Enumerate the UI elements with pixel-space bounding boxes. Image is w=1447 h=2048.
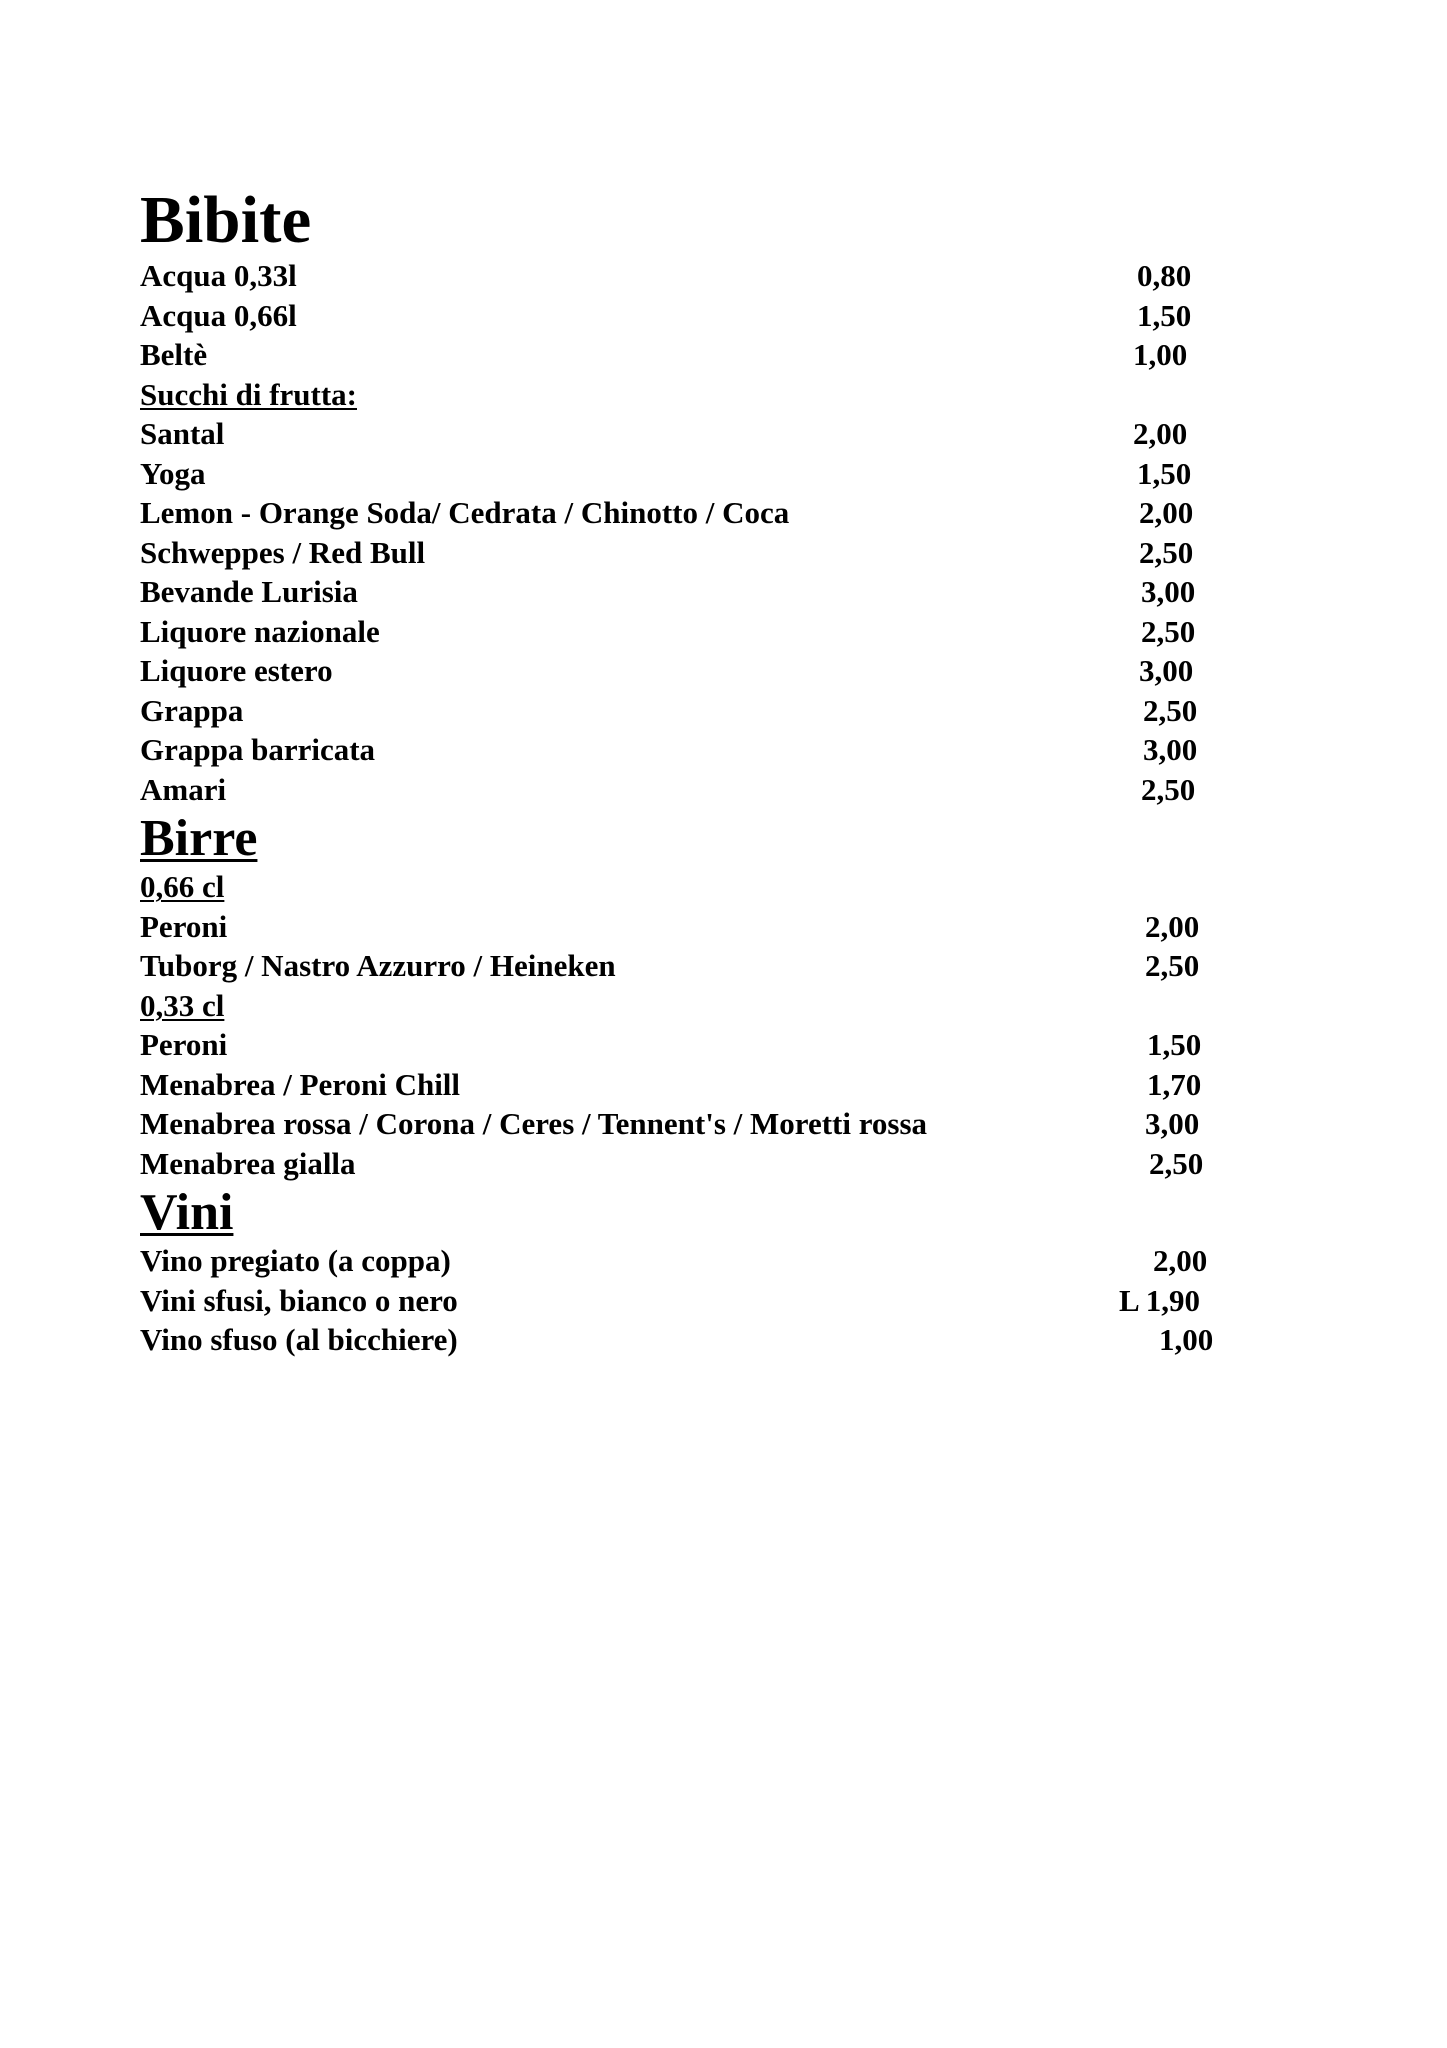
item-price: 3,00 [1141,574,1196,609]
item-name: Schweppes / Red Bull [140,534,426,570]
menu-row [140,1320,1260,1360]
item-price: 2,00 [1145,908,1200,944]
item-name: Beltè [140,337,208,372]
menu-row [140,335,1260,375]
item-price: 3,00 [1139,653,1194,688]
drinks-menu [140,184,1260,1360]
item-price: 2,50 [1141,613,1196,649]
item-name: Peroni [140,908,228,944]
item-name: Vino sfuso (al bicchiere) [140,1322,458,1357]
item-price: 1,50 [1137,297,1192,333]
item-price: 0,80 [1137,258,1192,293]
item-name: Bevande Lurisia [140,574,358,609]
menu-row [140,651,1260,691]
item-name: Vino pregiato (a coppa) [140,1243,451,1278]
menu-row [140,296,1260,336]
menu-row [140,533,1260,573]
subheading-label: 0,33 cl [140,987,225,1023]
menu-row [140,414,1260,454]
menu-row [140,493,1260,533]
item-name: Lemon - Orange Soda/ Cedrata / Chinotto / Coca [140,495,790,530]
section-title-vini: Vini [140,1184,234,1241]
item-name: Amari [140,771,227,807]
item-price: 2,00 [1133,416,1188,451]
subheading-label: 0,66 cl [140,869,225,904]
menu-row [140,1065,1260,1105]
item-price: 3,00 [1145,1106,1200,1141]
item-name: Acqua 0,33l [140,258,297,293]
menu-row [140,1281,1260,1321]
item-name: Grappa [140,692,244,728]
menu-subheading [140,986,1260,1026]
item-name: Menabrea / Peroni Chill [140,1066,461,1102]
item-name: Santal [140,416,225,451]
item-name: Liquore estero [140,653,333,688]
subheading-label: Succhi di frutta: [140,376,357,412]
item-name: Peroni [140,1027,228,1062]
item-name: Vini sfusi, bianco o nero [140,1282,458,1318]
menu-row [140,612,1260,652]
item-price: 2,50 [1145,948,1200,983]
menu-row [140,907,1260,947]
menu-row [140,1144,1260,1184]
item-price: 1,50 [1137,455,1192,491]
item-name: Tuborg / Nastro Azzurro / Heineken [140,948,616,983]
menu-row [140,730,1260,770]
item-price: 1,00 [1133,337,1188,372]
menu-row [140,572,1260,612]
section-title-bibite: Bibite [140,183,312,257]
item-price: 2,50 [1141,771,1196,807]
item-name: Menabrea gialla [140,1145,356,1181]
menu-row [140,770,1260,810]
menu-row [140,691,1260,731]
item-price: L 1,90 [1119,1282,1200,1318]
item-price: 2,00 [1153,1243,1208,1278]
menu-subheading [140,867,1260,907]
menu-row [140,454,1260,494]
item-price: 2,50 [1139,534,1194,570]
menu-row [140,256,1260,296]
item-price: 1,50 [1147,1027,1202,1062]
menu-subheading [140,375,1260,415]
menu-row [140,1025,1260,1065]
item-name: Acqua 0,66l [140,297,297,333]
item-name: Yoga [140,455,206,491]
item-price: 2,50 [1143,692,1198,728]
menu-row [140,1104,1260,1144]
item-price: 2,50 [1149,1145,1204,1181]
section-title-birre: Birre [140,810,258,867]
item-price: 3,00 [1143,732,1198,767]
item-price: 2,00 [1139,495,1194,530]
item-price: 1,70 [1147,1066,1202,1102]
menu-row [140,946,1260,986]
item-name: Grappa barricata [140,732,376,767]
item-name: Menabrea rossa / Corona / Ceres / Tennent's / Moretti rossa [140,1106,928,1141]
item-name: Liquore nazionale [140,613,380,649]
menu-row [140,1241,1260,1281]
item-price: 1,00 [1159,1322,1214,1357]
